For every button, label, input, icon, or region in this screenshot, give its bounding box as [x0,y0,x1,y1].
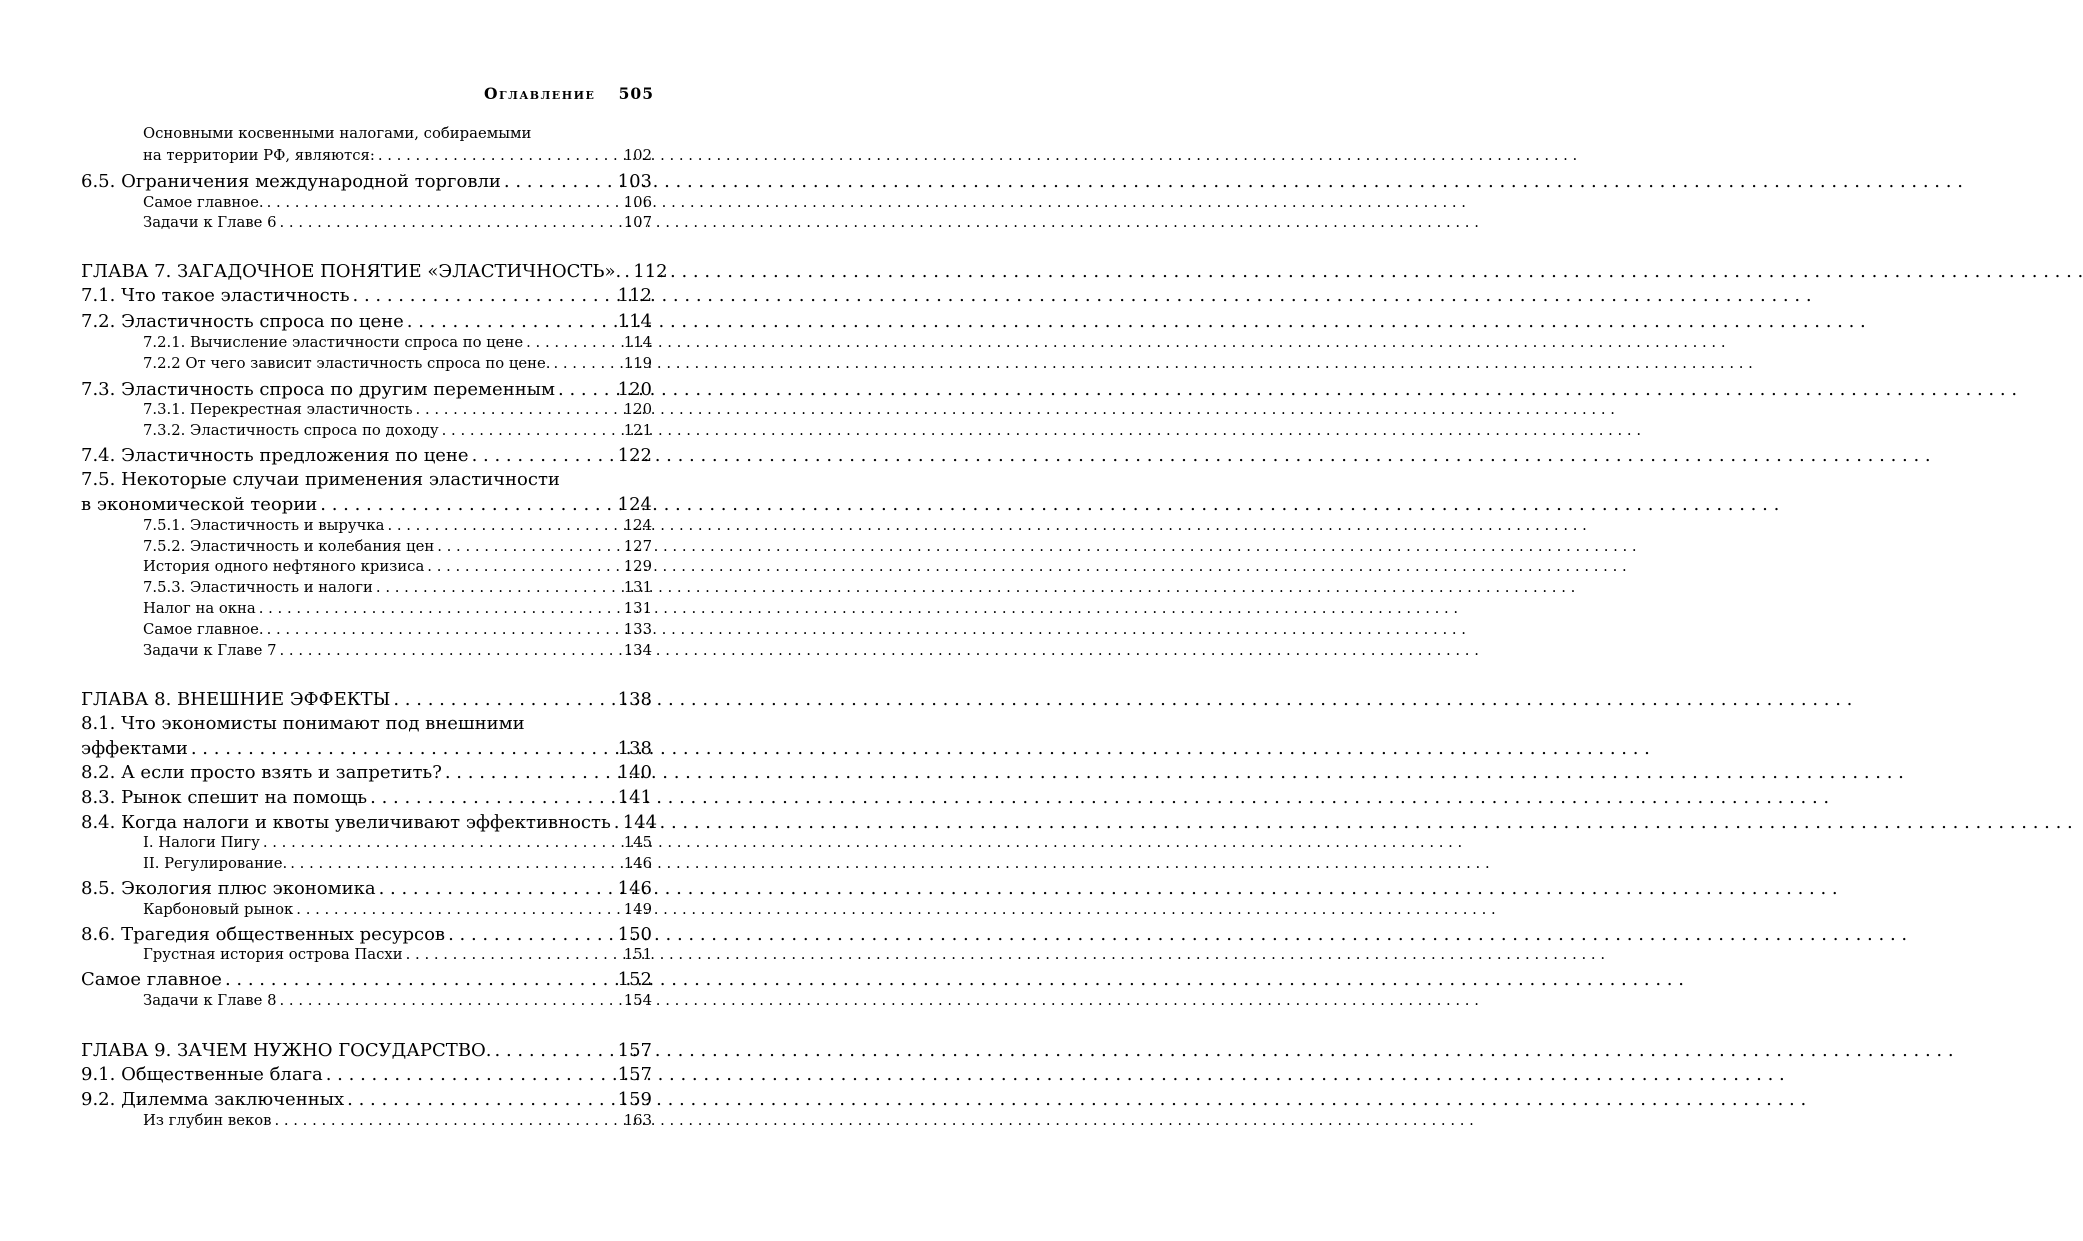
toc-entry-title: 8.6. Трагедия общественных ресурсов [81,924,446,945]
toc-entry-title: Самое главное [81,969,222,990]
toc-entry-page-number: 138 [617,738,652,759]
toc-entry-title: 8.4. Когда налоги и квоты увеличивают эффективность [81,812,611,833]
dot-leader [427,558,620,575]
dot-leader [280,992,621,1009]
toc-entry-title: 7.3. Эластичность спроса по другим переменным [81,379,556,400]
toc-entry [81,1089,652,1113]
toc-entry-page-number: 150 [617,924,652,945]
toc-entry-title: История одного нефтяного кризиса [143,558,425,575]
toc-entry-title: в экономической теории [81,494,318,515]
toc-entry [81,787,652,811]
dot-leader [353,285,615,306]
toc-entry-page-number: 112 [633,261,668,282]
toc-entry [81,469,652,493]
dot-leader [326,1064,615,1085]
dot-leader [472,445,615,466]
dot-leader [504,171,615,192]
dot-leader [370,787,615,808]
toc-entry-page-number: 146 [617,878,652,899]
toc-entry [143,855,652,875]
dot-leader [263,834,621,851]
toc-entry [143,600,652,620]
toc-entry [143,1112,652,1132]
toc-entry-title: ГЛАВА 7. ЗАГАДОЧНОЕ ПОНЯТИЕ «ЭЛАСТИЧНОСТЬ». [81,261,622,282]
toc-entry-page-number: 131 [623,579,652,596]
toc-entry [143,579,652,599]
toc-entry [143,538,652,558]
toc-entry-title: II. Регулирование. [143,855,288,872]
toc-entry-page-number: 114 [623,334,652,351]
toc-entry-page-number: 144 [622,812,658,833]
dot-leader [416,401,621,418]
toc-entry [143,642,652,662]
dot-leader [406,946,621,963]
toc-entry-title: Налог на окна [143,600,256,617]
toc-entry-page-number: 124 [617,494,652,515]
toc-entry-page-number: 157 [617,1040,652,1061]
toc-entry [143,946,652,966]
toc-entry-page-number: 141 [617,787,652,808]
dot-leader [376,579,621,596]
toc-entry-title: 7.2.2 От чего зависит эластичность спроса по цене. [143,355,551,372]
dot-leader [437,538,621,555]
toc-entry-title: ГЛАВА 9. ЗАЧЕМ НУЖНО ГОСУДАРСТВО. [81,1040,492,1061]
toc-entry [143,992,652,1012]
toc-entry-title: Задачи к Главе 7 [143,642,277,659]
toc-entry [143,147,652,167]
dot-leader [259,600,621,617]
dot-leader [280,214,621,231]
dot-leader [624,261,630,282]
toc-entry [143,401,652,421]
dot-leader [407,311,615,332]
dot-leader [495,1040,615,1061]
toc-entry [81,924,652,948]
toc-entry-page-number: 146 [623,855,652,872]
toc-entry-title: 8.3. Рынок спешит на помощь [81,787,368,808]
toc-entry-title: Задачи к Главе 6 [143,214,277,231]
dot-leader [267,621,621,638]
toc-entry [81,171,652,195]
dot-leader [445,762,615,783]
toc-entry-title: I. Налоги Пигу [143,834,260,851]
dot-leader [225,969,615,990]
running-header-title: Оглавление [484,84,596,103]
toc-entry-page-number: 149 [623,901,652,918]
toc-entry-page-number: 120 [623,401,652,418]
toc-entry-page-number: 159 [617,1089,652,1110]
toc-entry [81,762,652,786]
toc-entry [143,558,652,578]
toc-entry-page-number: 112 [617,285,652,306]
toc-entry [81,1064,652,1088]
toc-entry [143,125,652,145]
toc-entry-page-number: 124 [623,517,652,534]
toc-entry-title: 7.4. Эластичность предложения по цене [81,445,469,466]
toc-entry-page-number: 151 [623,946,652,963]
toc-entry-title: 7.2.1. Вычисление эластичности спроса по цене [143,334,524,351]
toc-entry-title: 7.5. Некоторые случаи применения эластичности [81,469,560,490]
toc-entry-page-number: 140 [617,762,652,783]
toc-entry-title: на территории РФ, являются: [143,147,375,164]
toc-entry-page-number: 131 [623,600,652,617]
dot-leader [320,494,614,515]
dot-leader [393,689,614,710]
toc-entry-title: 7.5.1. Эластичность и выручка [143,517,385,534]
toc-entry-title: Карбоновый рынок [143,901,294,918]
toc-entry [143,901,652,921]
toc-entry-title: Из глубин веков [143,1112,272,1129]
toc-entry [143,194,652,214]
toc-entry-page-number: 122 [617,445,652,466]
toc-entry [143,334,652,354]
toc-entry-page-number: 102 [623,147,652,164]
toc-entry [143,621,652,641]
toc-entry [81,379,652,403]
dot-leader [526,334,621,351]
dot-leader [614,812,620,833]
toc-entry-title: Самое главное. [143,621,264,638]
running-header-page-number: 505 [618,84,654,103]
toc-entry-page-number: 107 [623,214,652,231]
toc-entry [143,517,652,537]
toc-entry [81,445,652,469]
toc-entry [143,355,652,375]
toc-entry-title: 7.5.3. Эластичность и налоги [143,579,373,596]
dot-leader [387,517,620,534]
toc-entry-page-number: 163 [623,1112,652,1129]
toc-entry [143,422,652,442]
toc-entry [143,214,652,234]
toc-entry-page-number: 129 [623,558,652,575]
dot-leader [280,642,621,659]
toc-entry-page-number: 103 [617,171,652,192]
toc-entry [81,285,652,309]
dot-leader [191,738,615,759]
toc-entry-page-number: 157 [617,1064,652,1085]
toc-entry [81,494,652,518]
toc-entry [81,689,652,713]
toc-entry [81,878,652,902]
dot-leader [558,379,615,400]
toc-entry-page-number: 127 [623,538,652,555]
toc-entry-title: 7.2. Эластичность спроса по цене [81,311,404,332]
toc-entry [81,969,652,993]
toc-entry-title: ГЛАВА 8. ВНЕШНИЕ ЭФФЕКТЫ [81,689,391,710]
toc-entry-title: 7.1. Что такое эластичность [81,285,350,306]
dot-leader [296,901,620,918]
toc-entry-title: Грустная история острова Пасхи [143,946,403,963]
toc-entry [81,713,652,737]
dot-leader [290,855,621,872]
toc-entry-title: 7.3.2. Эластичность спроса по доходу [143,422,439,439]
toc-entry [81,311,652,335]
toc-entry [81,738,652,762]
dot-leader [267,194,621,211]
toc-entry-page-number: 114 [617,311,652,332]
dot-leader [347,1089,614,1110]
dot-leader [274,1112,620,1129]
toc-entry-page-number: 106 [623,194,652,211]
toc-entry-title: эффектами [81,738,188,759]
dot-leader [448,924,615,945]
dot-leader [379,878,615,899]
toc-entry-title: Самое главное. [143,194,264,211]
dot-leader [442,422,621,439]
toc-entry [81,1040,652,1064]
dot-leader [378,147,621,164]
toc-entry-page-number: 145 [623,834,652,851]
toc-entry-page-number: 119 [623,355,652,372]
toc-entry-page-number: 138 [617,689,652,710]
toc-entry-page-number: 134 [623,642,652,659]
toc-entry-title: 8.1. Что экономисты понимают под внешними [81,713,525,734]
toc-entry-title: 9.2. Дилемма заключенных [81,1089,345,1110]
toc-entry [81,812,658,836]
toc-entry [81,261,668,285]
toc-entry-title: Основными косвенными налогами, собираемыми [143,125,532,142]
dot-leader [553,355,620,372]
toc-entry-title: 8.5. Экология плюс экономика [81,878,376,899]
toc-entry-title: 6.5. Ограничения международной торговли [81,171,501,192]
running-header [484,84,654,103]
toc-entry-title: 8.2. А если просто взять и запретить? [81,762,442,783]
toc-entry-title: 7.3.1. Перекрестная эластичность [143,401,413,418]
toc-entry-title: Задачи к Главе 8 [143,992,277,1009]
toc-entry-page-number: 121 [623,422,652,439]
toc-entry-page-number: 152 [617,969,652,990]
toc-entry-page-number: 154 [623,992,652,1009]
toc-entry-title: 7.5.2. Эластичность и колебания цен [143,538,435,555]
toc-entry-title: 9.1. Общественные блага [81,1064,323,1085]
toc-entry-page-number: 133 [623,621,652,638]
toc-entry-page-number: 120 [617,379,652,400]
toc-entry [143,834,652,854]
